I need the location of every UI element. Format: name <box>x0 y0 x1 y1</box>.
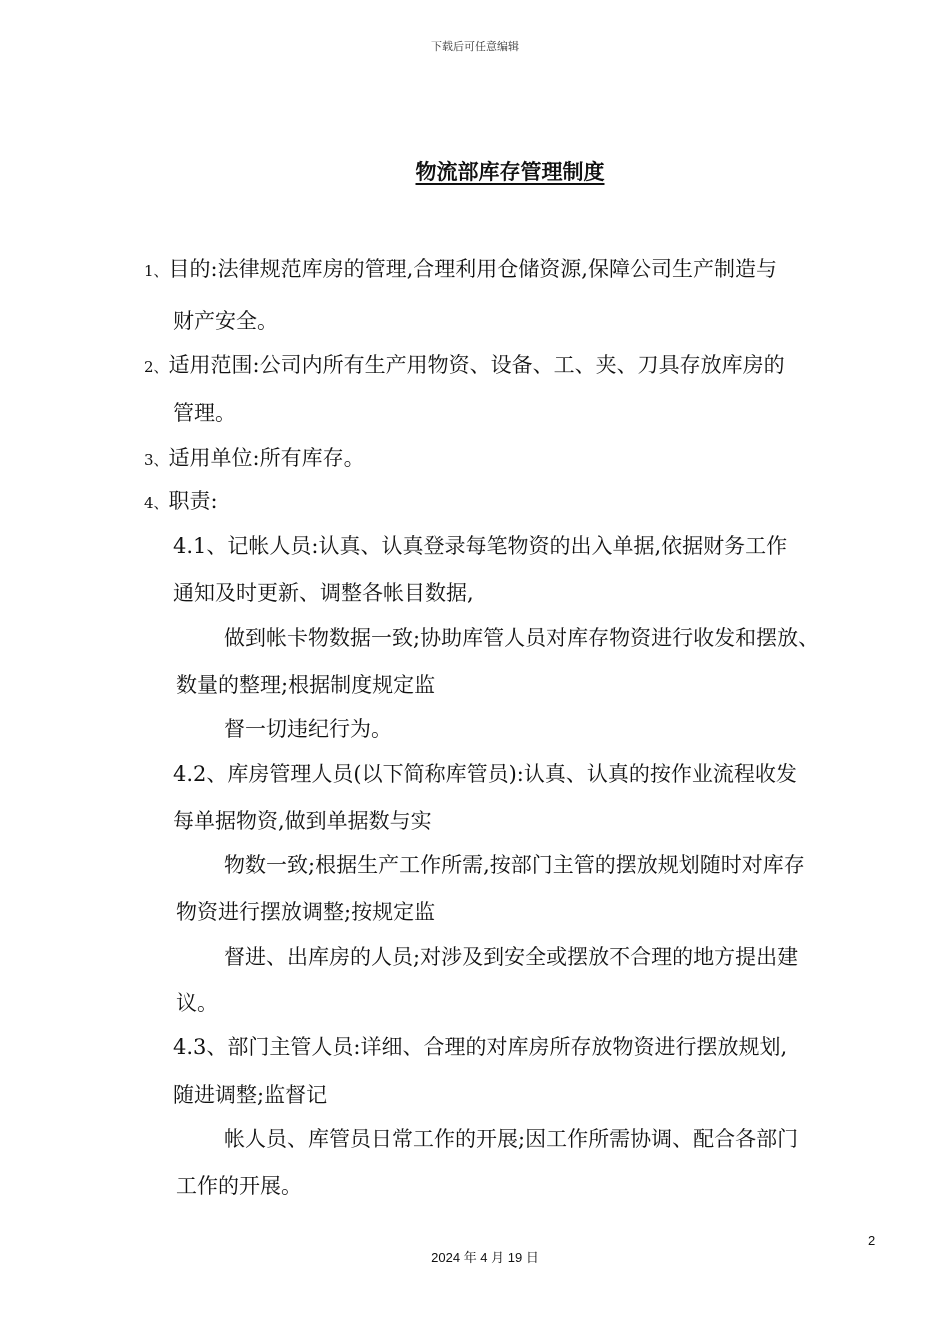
list-text: 职责: <box>168 489 218 513</box>
list-item-4 <box>144 486 218 518</box>
list-item-3 <box>144 443 365 475</box>
sub-item-4-1-cont: 数量的整理;根据制度规定监 <box>176 673 436 697</box>
footer-date: 2024 年 4 月 19 日 <box>431 1250 539 1265</box>
list-item-2-cont: 管理。 <box>173 401 236 425</box>
list-text: 适用单位:所有库存。 <box>168 446 365 470</box>
list-item-1-cont: 财产安全。 <box>173 309 278 333</box>
sub-item-4-2-cont: 每单据物资,做到单据数与实 <box>173 809 432 833</box>
page-number: 2 <box>868 1233 876 1248</box>
sub-item-4-1-cont: 通知及时更新、调整各帐目数据, <box>173 581 474 605</box>
list-item-1 <box>144 254 777 286</box>
list-item-2 <box>144 350 785 382</box>
list-number: 1、 <box>144 262 169 280</box>
sub-item-4-1-cont: 督一切违纪行为。 <box>224 717 392 741</box>
sub-item-4-3-cont: 工作的开展。 <box>176 1174 302 1198</box>
header-note: 下载后可任意编辑 <box>431 40 519 53</box>
sub-item-4-1-cont: 做到帐卡物数据一致;协助库管人员对库存物资进行收发和摆放、 <box>224 626 820 650</box>
list-number: 3、 <box>144 451 169 469</box>
list-number: 2、 <box>144 358 169 376</box>
sub-item-4-2: 4.2、库房管理人员(以下简称库管员):认真、认真的按作业流程收发 <box>173 762 797 786</box>
list-text: 目的:法律规范库房的管理,合理利用仓储资源,保障公司生产制造与 <box>168 257 777 281</box>
document-title: 物流部库存管理制度 <box>415 160 605 184</box>
sub-item-4-2-cont: 物资进行摆放调整;按规定监 <box>176 900 436 924</box>
sub-item-4-2-cont: 物数一致;根据生产工作所需,按部门主管的摆放规划随时对库存 <box>224 853 805 877</box>
sub-item-4-2-cont: 议。 <box>176 991 218 1015</box>
sub-item-4-2-cont: 督进、出库房的人员;对涉及到安全或摆放不合理的地方提出建 <box>224 945 799 969</box>
list-number: 4、 <box>144 494 169 512</box>
sub-item-4-3-cont: 帐人员、库管员日常工作的开展;因工作所需协调、配合各部门 <box>224 1127 799 1151</box>
list-text: 适用范围:公司内所有生产用物资、设备、工、夹、刀具存放库房的 <box>168 353 785 377</box>
sub-item-4-3-cont: 随进调整;监督记 <box>173 1083 328 1107</box>
sub-item-4-3: 4.3、部门主管人员:详细、合理的对库房所存放物资进行摆放规划, <box>173 1035 788 1059</box>
sub-item-4-1: 4.1、记帐人员:认真、认真登录每笔物资的出入单据,依据财务工作 <box>173 534 788 558</box>
